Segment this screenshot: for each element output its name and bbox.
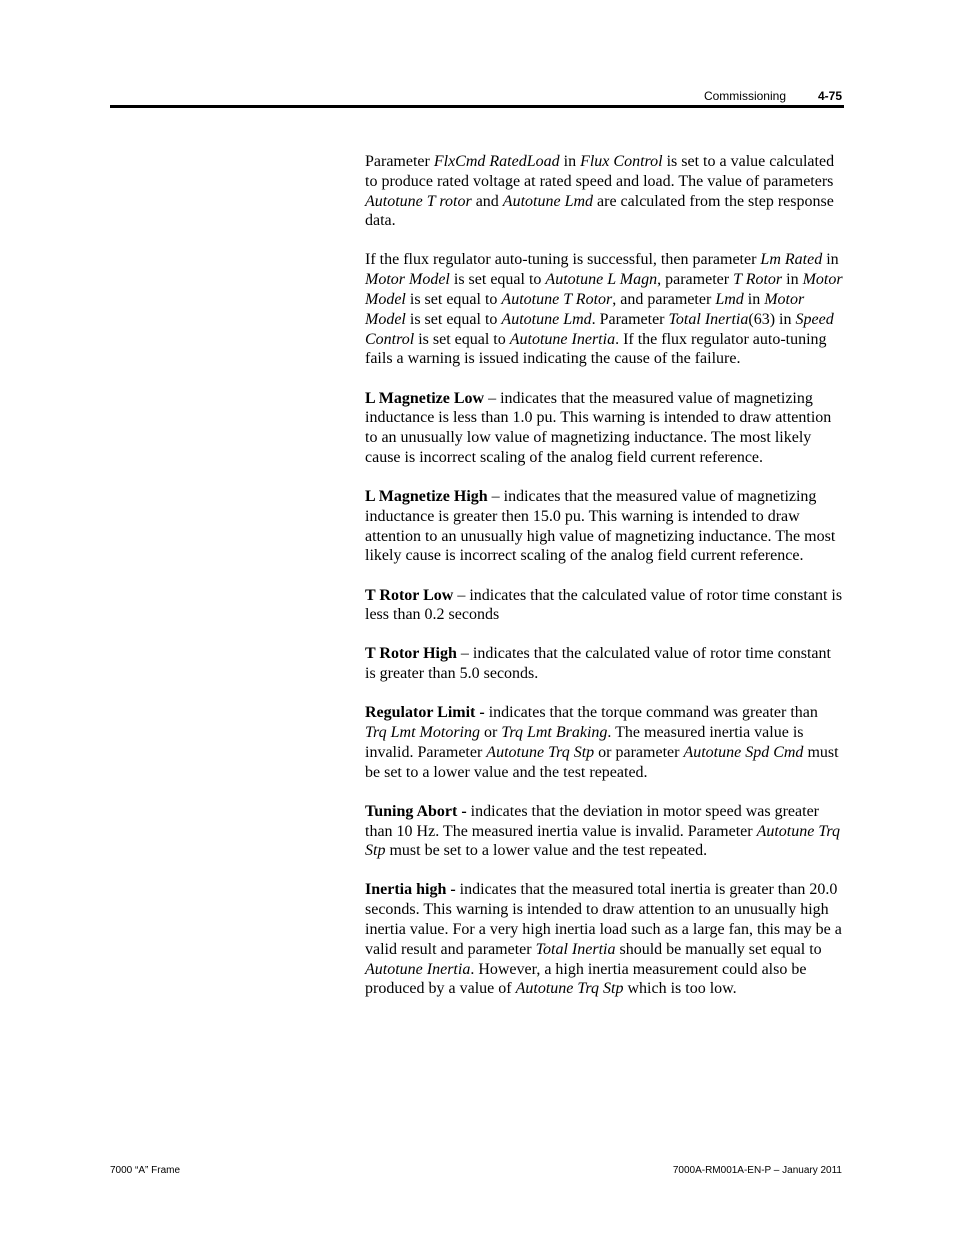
text-run: If the flux regulator auto-tuning is successful, then parameter bbox=[365, 251, 761, 269]
text-run: Parameter bbox=[365, 153, 434, 170]
parameter-name: Motor Model bbox=[365, 271, 843, 309]
text-run: . The measured inertia value is invalid. Parameter bbox=[365, 724, 804, 761]
parameter-name: Lmd bbox=[715, 291, 744, 309]
text-run: must be set to a lower value and the test repeated. bbox=[365, 743, 839, 781]
footer-document-id: 7000A-RM001A-EN-P – January 2011 bbox=[672, 1165, 842, 1176]
parameter-name: Autotune T Rotor bbox=[501, 291, 613, 309]
header-rule bbox=[110, 105, 844, 108]
parameter-name: Autotune L Magn bbox=[545, 271, 658, 289]
parameter-name: Autotune Trq Stp bbox=[515, 980, 624, 998]
text-run: – indicates that the measured value of magnetizing inductance is less than 1.0 pu. This warning is intended to draw attention to an unusually low value of magnetizing inductance. The most likely cause is incorrect scaling of the analog field current reference. bbox=[365, 389, 832, 466]
text-run: should be manually set equal to bbox=[615, 940, 822, 958]
parameter-name: Flux Control bbox=[580, 153, 663, 170]
text-run: indicates that the deviation in motor speed was greater than 10 Hz. The measured inertia value is invalid. Parameter bbox=[365, 802, 819, 840]
text-run: is set equal to bbox=[414, 330, 510, 348]
text-run: is set equal to bbox=[405, 310, 502, 328]
term-label: Tuning Abort - bbox=[365, 802, 467, 820]
text-run: – indicates that the measured value of magnetizing inductance is greater then 15.0 pu. This warning is intended to draw attention to an unusually high value of magnetizing inductance. The most likely cause is incorrect scaling of the analog field current reference. bbox=[365, 488, 836, 565]
text-run: . If the flux regulator auto-tuning fails a warning is issued indicating the cause of the failure. bbox=[365, 330, 827, 368]
parameter-name: Total Inertia bbox=[535, 940, 616, 958]
text-run: in bbox=[559, 153, 581, 170]
text-run: (63) in bbox=[748, 310, 796, 328]
page-header bbox=[110, 86, 844, 108]
text-run: are calculated from the step response data. bbox=[365, 192, 834, 230]
term-label: Inertia high - bbox=[365, 881, 456, 899]
parameter-name: Total Inertia bbox=[668, 310, 749, 328]
paragraph-l-magnetize-low bbox=[365, 389, 843, 468]
parameter-name: T Rotor bbox=[733, 271, 783, 289]
text-run: or bbox=[480, 724, 502, 742]
parameter-name: Autotune Spd Cmd bbox=[683, 743, 804, 761]
parameter-name: FlxCmd RatedLoad bbox=[433, 153, 560, 170]
parameter-name: Autotune Inertia bbox=[365, 960, 471, 978]
text-run: is set to a value calculated to produce rated voltage at rated speed and load. The value of parameters bbox=[365, 153, 835, 190]
parameter-name: Motor Model bbox=[365, 271, 450, 289]
text-run: must be set to a lower value and the test repeated. bbox=[385, 842, 708, 860]
paragraph-tuning-abort bbox=[365, 802, 843, 861]
text-run: in bbox=[743, 291, 765, 309]
text-run: is set equal to bbox=[405, 291, 502, 309]
text-run: – indicates that the calculated value of rotor time constant is less than 0.2 seconds bbox=[365, 586, 843, 624]
page-number: 4-75 bbox=[817, 89, 842, 103]
paragraph-autotune-success bbox=[365, 250, 843, 369]
section-title: Commissioning bbox=[703, 89, 786, 103]
parameter-name: Autotune Lmd bbox=[502, 192, 594, 210]
term-label: Regulator Limit - bbox=[365, 704, 485, 722]
text-run: is set equal to bbox=[449, 271, 546, 289]
paragraph-regulator-limit bbox=[365, 703, 843, 782]
text-run: . However, a high inertia measurement could also be produced by a value of bbox=[365, 960, 807, 998]
text-run: indicates that the torque command was greater than bbox=[484, 704, 818, 722]
paragraph-inertia-high bbox=[365, 880, 843, 999]
text-run: which is too low. bbox=[623, 980, 737, 998]
term-label: L Magnetize High bbox=[365, 488, 488, 506]
parameter-name: Trq Lmt Braking bbox=[501, 724, 608, 742]
parameter-name: Trq Lmt Motoring bbox=[365, 724, 480, 742]
text-run: – indicates that the calculated value of rotor time constant is greater than 5.0 seconds. bbox=[365, 645, 831, 683]
text-run: indicates that the measured total inertia is greater than 20.0 seconds. This warning is intended to draw attention to an unusually high inertia value. For a very high inertia load such as a large fan, this may be a valid result and parameter bbox=[365, 881, 842, 958]
footer-product: 7000 “A” Frame bbox=[110, 1165, 181, 1176]
parameter-name: Motor Model bbox=[365, 291, 805, 328]
text-run: . Parameter bbox=[591, 310, 669, 328]
parameter-name: Autotune Trq Stp bbox=[365, 822, 840, 860]
term-label: L Magnetize Low bbox=[365, 389, 485, 407]
parameter-name: Autotune Lmd bbox=[501, 310, 592, 328]
parameter-name: Autotune T rotor bbox=[365, 192, 472, 210]
text-run: , parameter bbox=[657, 271, 734, 289]
parameter-name: Autotune Trq Stp bbox=[486, 743, 595, 761]
text-run: or parameter bbox=[594, 743, 684, 761]
parameter-name: Lm Rated bbox=[760, 251, 823, 269]
text-run: in bbox=[822, 251, 839, 269]
parameter-name: Speed Control bbox=[365, 310, 834, 348]
paragraph-t-rotor-high bbox=[365, 644, 843, 684]
text-run: , and parameter bbox=[612, 291, 716, 309]
paragraph-flux-control bbox=[365, 152, 843, 231]
body-text bbox=[365, 152, 843, 1019]
parameter-name: Autotune Inertia bbox=[509, 330, 616, 348]
term-label: T Rotor Low bbox=[365, 586, 454, 604]
paragraph-l-magnetize-high bbox=[365, 487, 843, 566]
term-label: T Rotor High bbox=[365, 645, 457, 663]
paragraph-t-rotor-low bbox=[365, 586, 843, 626]
text-run: in bbox=[782, 271, 803, 289]
text-run: and bbox=[471, 192, 503, 210]
